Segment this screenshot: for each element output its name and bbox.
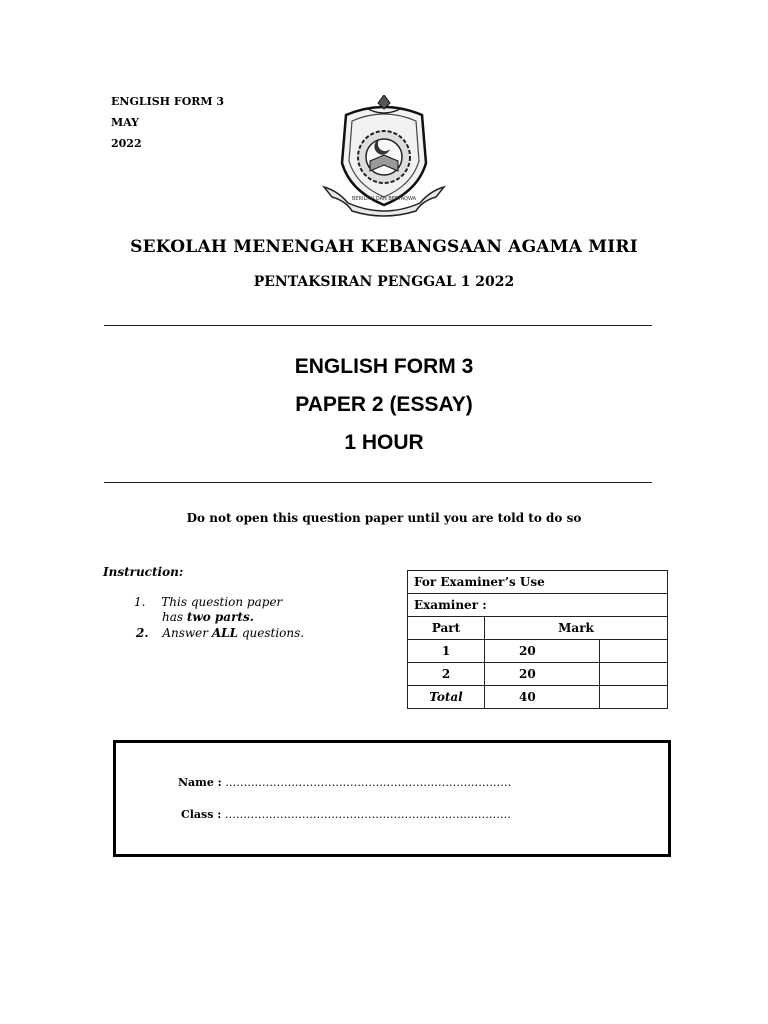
instruction-item-2-bold: ALL <box>211 626 239 640</box>
school-crest-icon <box>318 95 450 217</box>
name-dots: …………………………………………………………………… <box>225 776 512 789</box>
paper-title-line3: 1 HOUR <box>344 431 424 454</box>
column-header-part: Part <box>408 617 485 640</box>
warning-text: Do not open this question paper until you are told to do so <box>186 511 582 525</box>
name-line[interactable] <box>178 776 511 789</box>
table-row <box>408 617 668 640</box>
paper-title-line2: PAPER 2 (ESSAY) <box>295 393 473 416</box>
column-header-mark: Mark <box>485 617 668 640</box>
divider-bottom <box>104 482 652 483</box>
header-subject: ENGLISH FORM 3 <box>111 95 225 108</box>
instruction-item-1-text: This question paper <box>161 595 283 609</box>
table-row <box>408 686 668 709</box>
school-name: SEKOLAH MENENGAH KEBANGSAAN AGAMA MIRI <box>130 237 638 257</box>
score-cell <box>600 640 668 663</box>
class-line[interactable] <box>181 808 511 821</box>
header-year: 2022 <box>111 137 142 150</box>
crest-motto: BERILMU DAN BERTAQWA <box>351 196 417 202</box>
instruction-item-1-number: 1. <box>134 595 146 609</box>
score-cell <box>600 663 668 686</box>
table-row <box>408 663 668 686</box>
name-label: Name : <box>178 776 222 789</box>
max-mark-cell: 20 <box>485 640 600 663</box>
instruction-item-1 <box>134 595 282 609</box>
instruction-heading: Instruction: <box>103 565 184 579</box>
instruction-item-1-bold: two parts. <box>186 610 254 624</box>
divider-top <box>104 325 652 326</box>
part-cell: 1 <box>408 640 485 663</box>
examiner-label: Examiner : <box>408 594 668 617</box>
paper-title-line1: ENGLISH FORM 3 <box>294 355 474 378</box>
total-label-cell: Total <box>408 686 485 709</box>
instruction-item-2-post: questions. <box>238 626 305 640</box>
total-mark-cell: 40 <box>485 686 600 709</box>
total-score-cell <box>600 686 668 709</box>
table-row <box>408 571 668 594</box>
student-info-box <box>113 740 671 857</box>
instruction-item-2 <box>136 626 304 640</box>
assessment-title: PENTAKSIRAN PENGGAL 1 2022 <box>253 274 515 290</box>
class-dots: …………………………………………………………………… <box>224 808 511 821</box>
instruction-item-1-has: has <box>162 610 187 624</box>
examiner-table <box>407 570 668 709</box>
examiner-table-title: For Examiner’s Use <box>408 571 668 594</box>
instruction-item-2-pre: Answer <box>162 626 212 640</box>
class-label: Class : <box>181 808 222 821</box>
max-mark-cell: 20 <box>485 663 600 686</box>
instruction-item-1-cont <box>162 610 254 624</box>
part-cell: 2 <box>408 663 485 686</box>
table-row <box>408 640 668 663</box>
instruction-item-2-number: 2. <box>136 626 149 640</box>
table-row <box>408 594 668 617</box>
header-month: MAY <box>111 116 140 129</box>
